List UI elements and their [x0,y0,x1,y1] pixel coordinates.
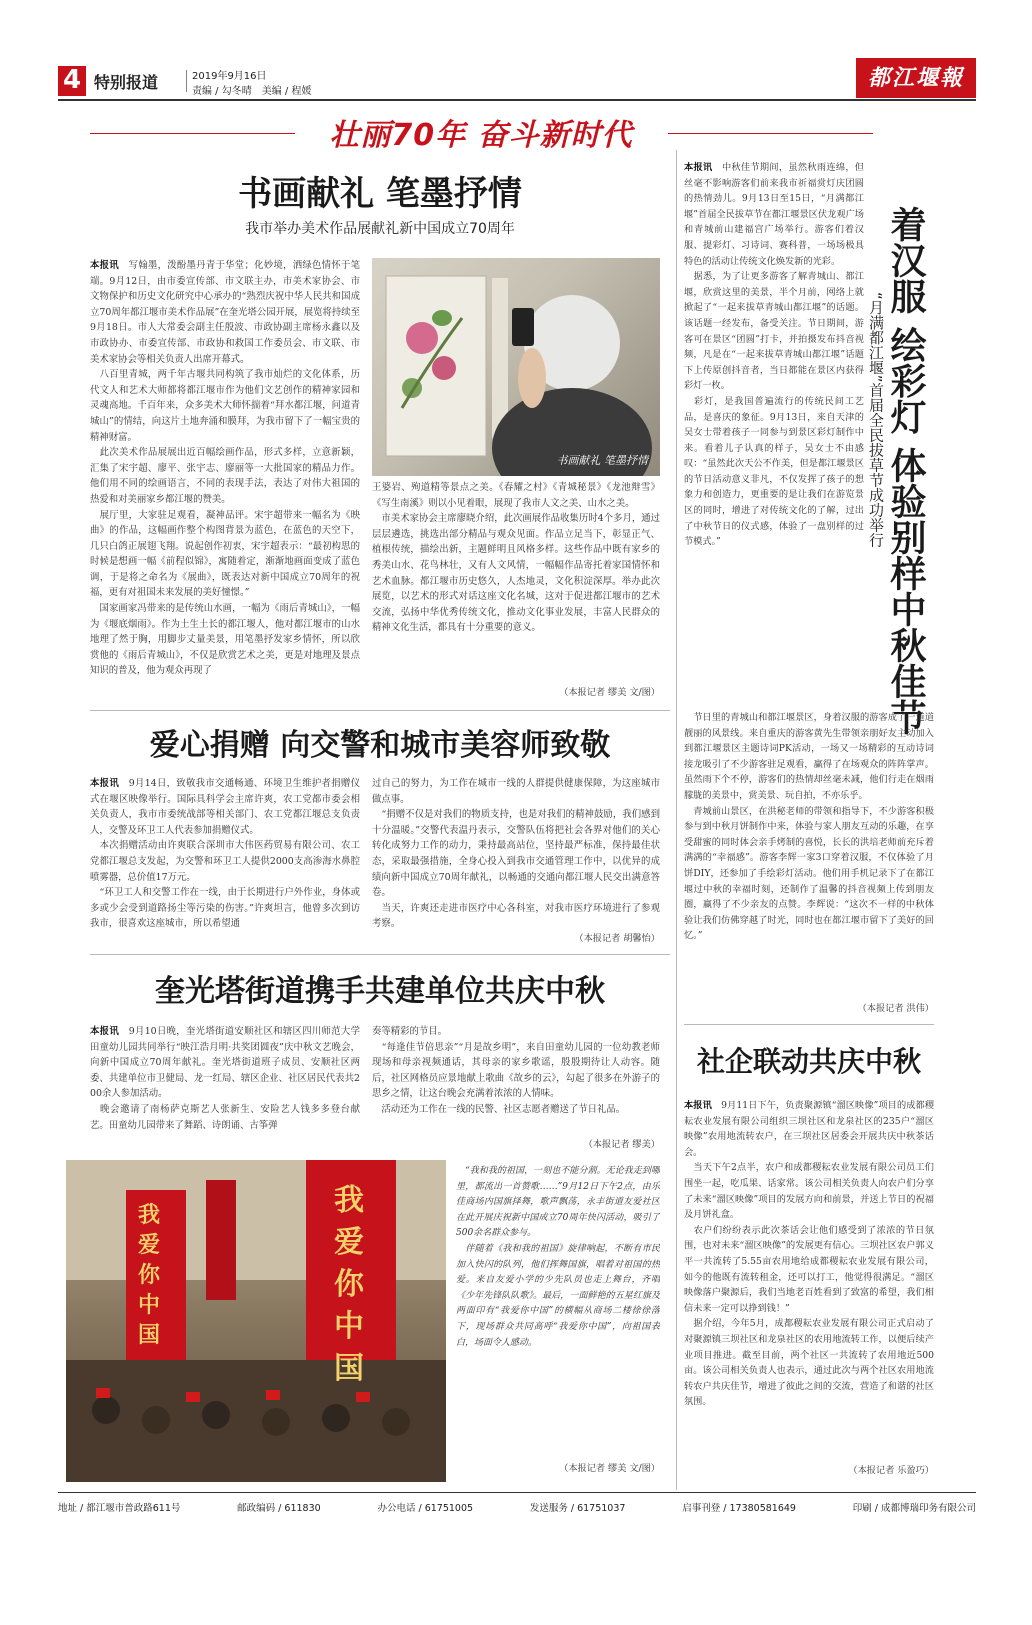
article5-col-bottom [684,710,934,995]
masthead-logo: 都江堰報 [856,58,976,98]
article2-col2 [372,776,660,940]
banner-slogan: 壮丽70年 奋斗新时代 [329,118,633,153]
article6-byline: （本报记者 乐盈巧） [848,1465,934,1476]
article2-para2: 本次捐赠活动由许爽联合深圳市大伟医药贸易有限公司、农工党都江堰总支发起，为交警和环卫工人提供2000支高渗海水鼻腔喷雾器，总价值17万元。 [90,840,360,883]
footer-bar [58,1500,976,1516]
article3-col1 [90,1024,360,1154]
article6-para1: 9月11日下午，负责聚源镇“溜区映像”项目的成都稷耘农业发展有限公司组织三坝社区和龙泉社区的235户“溜区映像”农用地流转农户，在三坝社区居委会开展共庆中秋茶话会。 [684,1100,934,1158]
article1-photo-caption: 书画献礼 笔墨抒情 [556,454,648,467]
article3-col2 [372,1024,660,1150]
article5-byline: （本报记者 洪伟） [857,1003,934,1014]
article5-col-top [684,160,864,705]
banner-line-left [90,133,295,134]
article2-byline: （本报记者 胡馨怡） [574,933,660,944]
article3-byline: （本报记者 缪美） [583,1139,660,1150]
editors: 责编 / 勾冬晴 美编 / 程媛 [192,86,312,97]
photo-banner-right-text: 我爱你中国 [334,1183,364,1386]
article1-col2 [372,480,660,680]
article1-para5: 国家画家冯带来的是传统山水画，一幅为《雨后青城山》，一幅为《堰底烟雨》。作为土生土长的都江堰人，他对都江堰市的山水地理了然于胸，用脚步丈量美景，用笔墨抒发家乡情怀，所以欣赏他的《雨后青城山》，不仅是欣赏艺术之美，更是对地理及景点知识的普及，他为观众再现了 [90,603,360,677]
article4-photo-illustration [66,1160,446,1482]
article1-photo-illustration [372,258,660,476]
section-name: 特别报道 [94,73,159,92]
page-number: 4 [62,65,82,95]
divider-a1 [90,710,670,711]
article2-col1 [90,776,360,948]
article5-lead: 本报讯 [684,162,713,173]
article3-para2: 晚会邀请了南杨萨克斯艺人张新生、安险艺人钱多多登台献艺。田童幼儿园带来了舞蹈、诗朗诵、古筝弹 [90,1103,360,1131]
footer-address: 地址 / 都江堰市普政路611号 [58,1503,181,1514]
article4-byline: （本报记者 缪美 文/图） [559,1463,660,1474]
article5-subtitle: “月满都江堰”首届全民拔草节成功举行 [867,292,885,548]
footer-postcode: 邮政编码 / 611830 [237,1503,321,1514]
photo-banner-left-text: 我爱你中国 [138,1202,161,1348]
article1-para1: 写翰墨，泼酚墨丹青于华堂；化妙境，洒绿色情怀于笔端。9月12日，由市委宣传部、市文联主办，市美术家协会、市文物保护和历史文化研究中心承办的“熟烈庆祝中华人民共和国成立70周年都江堰市美术作品展”在奎光塔公园开展，展览将持续至9月18日。市人大常委会副主任殷波、市政协副主席杨永鑫以及市政协办、市委宣传部、市政协和救国工作委员会、市文联、市美术家协会等相关负责人出席开幕式。 [90,260,360,365]
article4-para1: “我和我的祖国，一刻也不能分割。无论我走到哪里，都流出一首赞歌……”9月12日下午2点，由乐佳商场内国旗择舞，歌声飘荡，永丰街道友爱社区在此开展庆祝新中国成立70周年快闪活动，吸引了500余名群众参与。 [456,1166,660,1239]
article2-para6: 当天，许爽还走进市医疗中心各科室，对我市医疗环境进行了参观考察。 [372,902,660,930]
article6-para4: 据介绍，今年5月，成都稷耘农业发展有限公司正式启动了对聚源镇三坝社区和龙泉社区的农用地流转工作，以便后续产业项目推进。截至目前，两个社区一共流转了农用地近500亩。该公司相关负责人也表示，通过此次与两个社区农用地流转农户共庆佳节，增进了彼此之间的交流，营造了和谐的社区氛围。 [684,1318,934,1408]
article3-para5: 活动还为工作在一线的民警、社区志愿者赠送了节日礼品。 [372,1103,626,1115]
footer-printer: 印刷 / 成都博瑞印务有限公司 [852,1503,976,1514]
article6-para2: 当天下午2点半，农户和成都稷耘农业发展有限公司员工们围坐一起，吃瓜果、话家常。该公司相关负责人向农户们分享了未来“溜区映像”项目的发展方向和前景，并送上节日的祝福及月饼礼盒。 [684,1162,934,1221]
article1-lead: 本报讯 [90,260,119,271]
article5-para3: 彩灯，是我国普遍流行的传统民间工艺品，是喜庆的象征。9月13日，来自天津的吴女士带着孩子一同参与到景区彩灯制作中来。看着儿子认真的样子，吴女士不由感叹：“虽然此次天公不作美，但是都江堰景区的节日活动意义非凡，不仅发挥了孩子的想象力和创造力，更重要的是让我们在游览景区的同时，增进了对传统文化的了解，过出了中秋节日的仪式感，体验了一盘别样的过节模式。” [684,395,864,548]
divider-a5 [684,1024,934,1025]
article1-para2: 八百里青城，两千年古堰共同构筑了我市灿烂的文化体系，历代文人和艺术大师都将都江堰市作为他们文艺创作的精神家园和灵魂高地。千百年来，众多美术大师怀揣着“拜水都江堰，问道青城山”的情结，向这片土地奔涌和膜拜，为我市留下了一幅宝贵的精神财富。 [90,369,360,443]
header-rule [58,99,976,101]
article1-col1 [90,258,360,698]
article1-para6: 王婆岩、殉道精等景点之美。《春耀之村》《青城秘景》《龙池辩雪》《写生南溪》则以小见着眼，展现了我市人文之美、山水之美。 [372,482,660,509]
article1-photo [372,258,660,476]
footer-ads: 启事刊登 / 17380581649 [682,1503,796,1514]
issue-date: 2019年9月16日 [192,71,267,82]
banner-line-right [668,133,873,134]
article5-para5: 青城前山景区，在洪秘老师的带领和指导下，不少游客积极参与到中秋月饼制作中来，体验与家人朋友互动的乐趣，在享受甜蜜的同时体会亲手烤制的喜悦，长长的洪培老师前充斥着满满的“幸福感”。游客李辉一家3口穿着汉服，不仅体验了月饼DIY，还参加了手绘彩灯活动。他们用手机记录下了在都江堰过中秋的幸福时刻，还制作了温馨的抖音视频上传到朋友圈，赢得了不少亲友的点赞。李辉说：“这次不一样的中秋体验让我们仿佛穿越了时光，同时也在都江堰市留下了美好的回忆。” [684,805,934,942]
article5-title: 着汉服 绘彩灯 体验别样中秋佳节 [885,206,927,736]
article2-para3: “环卫工人和交警工作在一线，由于长期进行户外作业，身体或多或少会受到道路扬尘等污染的伤害。”许爽坦言，他曾多次到访我市，很喜欢这座城市，所以希望通 [90,887,360,930]
divider-a2 [90,954,670,955]
article4-text [456,1164,660,1456]
article6-para3: 农户们纷纷表示此次茶话会让他们感受到了浓浓的节日氛围，也对未来“溜区映像”的发展更有信心。三坝社区农户郭义平一共流转了5.55亩农用地给成都稷耘农业发展有限公司，如今的他既有流转租金，还可以打工，他觉得很满足。“溜区映像落户聚源后，我们当地老百姓看到了致富的希望，我们相信未来一定可以挣到钱！” [684,1224,934,1314]
article2-lead: 本报讯 [90,778,120,789]
article2-para1: 9月14日，致敬我市交通畅通、环境卫生维护者捐赠仪式在堰区映像举行。国际具科学会主席许爽，农工党都市委会相关负责人，我市市委统战部等相关部门、农工党都江堰总支负责人，交警及环卫工人代表参加捐赠仪式。 [90,778,360,836]
article6-text [684,1098,934,1456]
article3-para1: 9月10日晚，奎光塔街道安顺社区和辖区四川师范大学田童幼儿园共同举行“映江浩月明·共奖团圆夜”庆中秋文艺晚会，向新中国成立70周年献礼。奎光塔街道班子成员、安顺社区两委、共建单位市卫健局、龙一红局、辖区企业、社区居民代表共200余人参加活动。 [90,1026,360,1100]
article3-para3: 奏等精彩的节目。 [372,1026,448,1037]
article1-para7: 市美术家协会主席廖晓介绍，此次画展作品收集历时4个多月，通过层层遴选，挑选出部分精品与观众见面。作品立足当下，彰显正气、植根传统，描绘出新，主题鲜明且风格多样。这些作品中既有家乡的秀美山水、花鸟林壮，又有人文风情，一幅幅作品寄托着家国情怀和艺术血脉。都江堰市历史悠久，人杰地灵，文化积淀深厚。举办此次展览，以艺术的形式对话这座文化名城，这对于促进都江堰市的艺术交流，弘扬中华优秀传统文化，推动文化事业发展，丰富人民群众的精神文化生活，都具有十分重要的意义。 [372,513,660,634]
column-divider [676,150,677,1490]
article4-photo [66,1160,446,1482]
footer-office-phone: 办公电话 / 61751005 [377,1503,474,1514]
article6-title: 社企联动共庆中秋 [696,1045,921,1078]
article5-para1: 中秋佳节期间，虽然秋雨连绵，但丝毫不影响游客们前来我市祈福赏灯庆团圆的热情劲儿。9月13日至15日，“月满都江堰”首届全民拔草节在都江堰景区伏龙观广场和青城前山建福宫广场举行。游客们着汉服、提彩灯、习诗词、赛科普，一场场极具特色的活动让传统文化焕发新的光彩。 [684,162,864,267]
article6-lead: 本报讯 [684,1100,712,1111]
article4-para2: 伴随着《我和我的祖国》旋律响起，不断有市民加入快闪的队列，他们挥舞国旗，唱着对祖国的热爱。来自友爱小学的少先队员也走上舞台，齐唱《少年先锋队队歌》。最后，一面鲜艳的五星红旗及两面印有“我爱你中国”的横幅从商场二楼徐徐落下，现场群众共同高呼“我爱你中国”，向祖国表白，场面令人感动。 [456,1243,660,1348]
article1-subtitle: 我市举办美术作品展献礼新中国成立70周年 [245,221,515,237]
header-divider [186,70,187,92]
footer-rule [58,1492,976,1493]
article1-byline: （本报记者 缪美 文/图） [559,687,660,698]
article2-title: 爱心捐赠 向交警和城市美容师致敬 [149,728,611,763]
article2-para5: “捐赠不仅是对我们的物质支持，也是对我们的精神鼓励，我们感到十分温暖。”交警代表温丹表示，交警队伍将把社会各界对他们的关心转化成努力工作的动力，秉持最高站位，坚持最严标准，保持最佳状态，采取最强措施，全身心投入到我市交通管理工作中，以优异的成绩向新中国成立70周年献礼，以畅通的交通向都江堰人民交出满意答卷。 [372,809,660,899]
article1-title: 书画献礼 笔墨抒情 [238,174,522,214]
article1-para3: 此次美术作品展展出近百幅绘画作品，形式多样，立意新颖，汇集了宋宇超、廖平、张宇志、廖丽等一大批国家的精品力作。他们用不同的绘画语言，不同的表现手法，表达了对伟大祖国的热爱和对美丽家乡都江堰的赞美。 [90,447,360,505]
article5-para4: 节日里的青城山和都江堰景区，身着汉服的游客成了一道道靓丽的风景线。来自重庆的游客黄先生带领亲朋好友主动加入到都江堰景区主题诗词PK活动，一场又一场精彩的互动诗词接龙吸引了不少游客驻足观看，赢得了在场观众的阵阵掌声。虽然雨下个不停，游客们的热情却丝毫未减，他们行走在烟雨朦胧的美景中，赏美景、玩自拍，不亦乐乎。 [684,712,934,801]
footer-distribution: 发送服务 / 61751037 [529,1503,626,1514]
article5-para2: 据悉，为了让更多游客了解青城山、都江堰，欣赏这里的美景，半个月前，网络上就掀起了“一起来拔草青城山都江堰”的话题。该话题一经发布，备受关注。节日期间，游客可在景区“团圆”打卡，并拍摄发布抖音视频，凡是在“一起来拔草青城山都江堰”话题下上传原创抖音者，当日都能在景区内获得彩灯一枚。 [684,271,864,392]
article1-para4: 展厅里，大家驻足观看，凝神品评。宋宇超带来一幅名为《映曲》的作品，这幅画作整个构图背景为蓝色，在蓝色的天空下，几只白鸽正展翅飞翔。说起创作初衷，宋宇超表示：“最初构思的时候是想画一幅《前程似锦》，寓随着定，渐渐地画面变成了蓝色调，于是将之命名为《展曲》，既表达对新中国成立70周年的祝福，更有对祖国未来发展的美好憧憬。” [90,509,360,599]
article3-lead: 本报讯 [90,1026,120,1037]
article3-title: 奎光塔街道携手共建单位共庆中秋 [155,974,605,1009]
article2-para4: 过自己的努力，为工作在城市一线的人群提供健康保障，为这座城市做点事。 [372,778,660,805]
article3-para4: “每逢佳节倍思亲”“月是故乡明”，来自田童幼儿园的一位幼教老师现场和母亲视频通话，其母亲的家乡歌谣，殷殷期待让人动容。随后，社区网格员应景地献上歌曲《故乡的云》，勾起了很多在外游子的思乡之情，让这台晚会充满着浓浓的人情味。 [372,1041,660,1100]
